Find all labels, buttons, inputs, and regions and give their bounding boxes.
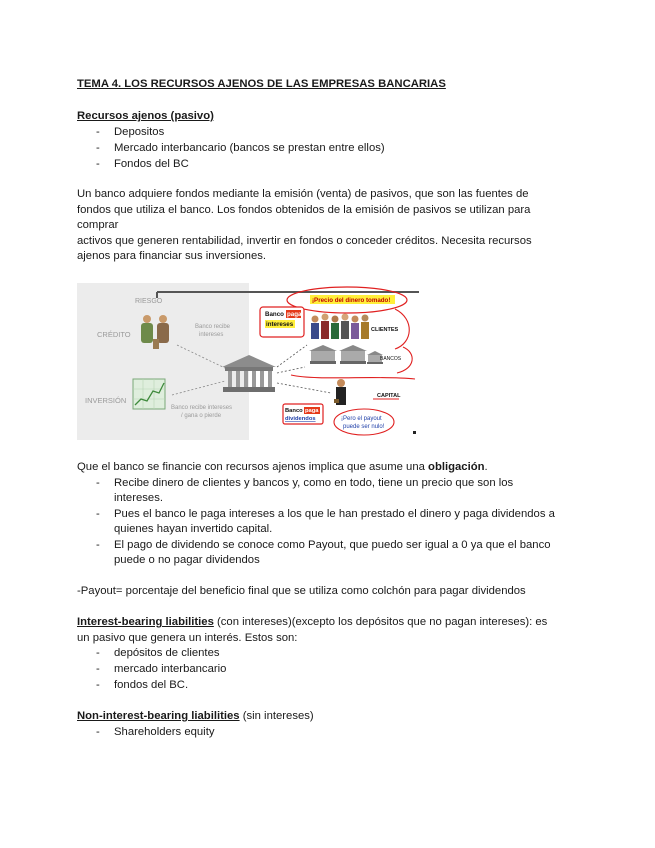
- heading-non-interest-bearing: Non-interest-bearing liabilities: [77, 710, 240, 722]
- paragraph-line: ajenos para financiar sus inversiones.: [77, 250, 267, 262]
- list-item: Shareholders equity: [114, 726, 215, 738]
- page-title: TEMA 4. LOS RECURSOS AJENOS DE LAS EMPRESAS BANCARIAS: [77, 78, 446, 90]
- label-banco-recibe-intereses: Banco recibe intereses: [171, 405, 233, 411]
- bank-funding-diagram: [77, 283, 419, 440]
- paragraph-line: fondos que utiliza el banco. Los fondos obtenidos de la emisión de pasivos se utilizan para: [77, 204, 531, 216]
- list-bullet: -: [96, 126, 100, 138]
- list-bullet: -: [96, 158, 100, 170]
- heading-interest-bearing: Interest-bearing liabilities: [77, 616, 214, 628]
- obligacion-bold: obligación: [428, 461, 485, 473]
- label-payout-1: ¡Pero el payout: [341, 416, 382, 422]
- label-precio-dinero: ¡Precio del dinero tomado!: [312, 297, 391, 304]
- list-item: El pago de dividendo se conoce como Payout, que puedo ser igual a 0 ya que el banco: [114, 539, 551, 551]
- non-interest-bearing-rest: (sin intereses): [239, 710, 314, 722]
- list-item-continuation: quienes hayan invertido capital.: [114, 523, 273, 535]
- list-bullet: -: [96, 726, 100, 738]
- obligacion-suffix: .: [484, 461, 488, 473]
- list-bullet: -: [96, 508, 100, 520]
- list-bullet: -: [96, 663, 100, 675]
- label-credito: CRÉDITO: [97, 330, 131, 339]
- list-bullet: -: [96, 679, 100, 691]
- paragraph-interest-bearing: [77, 614, 547, 630]
- paragraph-line: un pasivo que genera un interés. Estos son:: [77, 632, 298, 644]
- list-bullet: -: [96, 477, 100, 489]
- list-bullet: -: [96, 647, 100, 659]
- left-panel-background: [77, 283, 249, 440]
- label-intereses: intereses: [266, 321, 294, 328]
- label-dividendos: dividendos: [285, 416, 316, 422]
- label-inversion: INVERSIÓN: [85, 396, 127, 405]
- investment-chart-icon: [133, 379, 165, 409]
- label-riesgo: RIESGO: [135, 298, 163, 305]
- list-item: Mercado interbancario (bancos se prestan entre ellos): [114, 142, 385, 154]
- interest-bearing-rest: (con intereses)(excepto los depósitos que no pagan intereses): es: [213, 616, 548, 628]
- label-clientes: CLIENTES: [371, 327, 399, 333]
- annotation-circle-payout: [334, 409, 394, 435]
- list-item-continuation: puede o no pagar dividendos: [114, 554, 260, 566]
- label-bancos: BANCOS: [380, 356, 402, 362]
- list-item: Pues el banco le paga intereses a los que le han prestado el dinero y paga dividendos a: [114, 508, 555, 520]
- paragraph-line: activos que generen rentabilidad, invertir en fondos o conceder créditos. Necesita recursos: [77, 235, 532, 247]
- list-item: depósitos de clientes: [114, 647, 220, 659]
- label-intereses-credito: intereses: [199, 332, 224, 338]
- paragraph-line: comprar: [77, 219, 119, 231]
- label-paga: paga: [287, 311, 302, 318]
- label-payout-2: puede ser nulo!: [343, 424, 385, 430]
- list-item: Recibe dinero de clientes y bancos y, como en todo, tiene un precio que son los: [114, 477, 514, 489]
- paragraph-obligacion: [77, 459, 488, 475]
- label-paga-dividendos: paga: [305, 408, 319, 414]
- paragraph-line: Un banco adquiere fondos mediante la emisión (venta) de pasivos, que son las fuentes de: [77, 188, 529, 200]
- paragraph-non-interest-bearing: [77, 708, 314, 724]
- label-banco-recibe: Banco recibe: [195, 324, 231, 330]
- diagram-canvas: [77, 283, 419, 440]
- label-banco-dividendos: Banco: [285, 408, 303, 414]
- list-item: fondos del BC.: [114, 679, 189, 691]
- section-heading-recursos-ajenos: Recursos ajenos (pasivo): [77, 110, 214, 122]
- list-bullet: -: [96, 539, 100, 551]
- label-gana-o-pierde: / gana o pierde: [181, 413, 222, 419]
- label-banco: Banco: [265, 311, 284, 318]
- list-bullet: -: [96, 142, 100, 154]
- list-item: Fondos del BC: [114, 158, 189, 170]
- label-capital: CAPITAL: [377, 393, 401, 399]
- figure-dot: [413, 431, 416, 434]
- obligacion-prefix: Que el banco se financie con recursos ajenos implica que asume una: [77, 461, 429, 473]
- payout-definition: -Payout= porcentaje del beneficio final que se utiliza como colchón para pagar dividendos: [77, 585, 526, 597]
- list-item-continuation: intereses.: [114, 492, 163, 504]
- list-item: Depositos: [114, 126, 165, 138]
- list-item: mercado interbancario: [114, 663, 227, 675]
